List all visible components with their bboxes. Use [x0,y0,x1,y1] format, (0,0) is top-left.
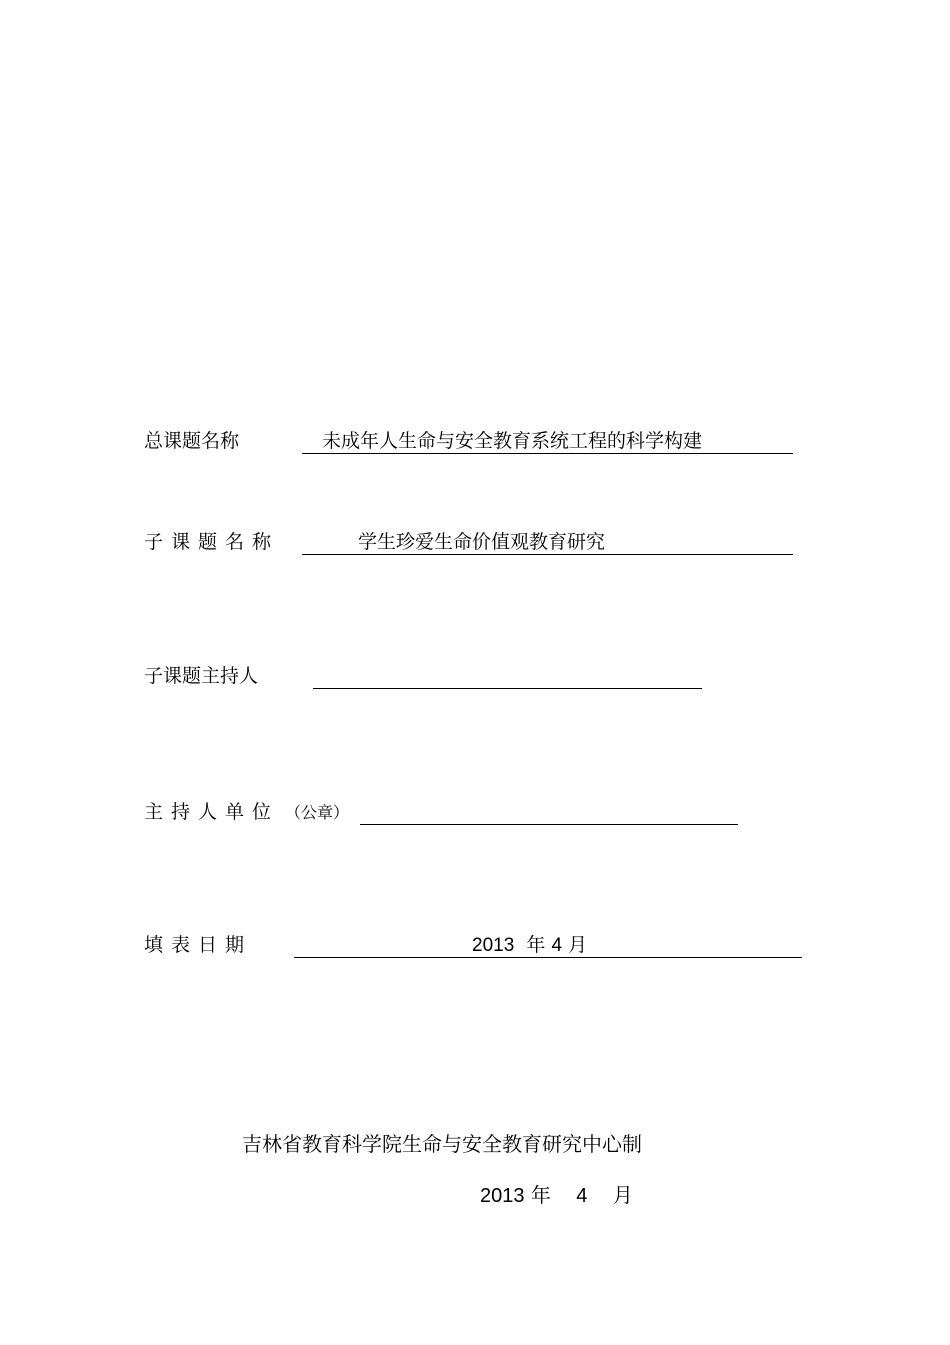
footer-year: 2013 [480,1185,525,1207]
main-topic-label: 总课题名称 [144,430,240,452]
sub-topic-host-field[interactable] [313,664,702,689]
footer-month-unit: 月 [612,1183,633,1207]
sub-topic-value: 学生珍爱生命价值观教育研究 [358,531,606,553]
main-topic-value: 未成年人生命与安全教育系统工程的科学构建 [322,430,703,452]
host-unit-label: 主持人单位 [144,801,280,823]
footer-month: 4 [576,1185,588,1207]
fill-date-value [472,933,587,958]
fill-date-label: 填表日期 [144,934,253,956]
seal-note: （公章） [285,803,350,822]
fill-date-year-unit: 年 [526,934,546,956]
host-unit-label-group [144,800,349,825]
sub-topic-label: 子课题名称 [144,531,280,553]
footer-year-unit: 年 [530,1183,551,1207]
footer-organization: 吉林省教育科学院生命与安全教育研究中心制 [242,1132,642,1156]
fill-date-year: 2013 [472,935,515,956]
fill-date-month-unit: 月 [568,934,588,956]
sub-topic-host-label: 子课题主持人 [144,665,259,687]
footer-date [480,1182,633,1209]
host-unit-field[interactable] [360,800,738,825]
fill-date-month: 4 [551,935,563,956]
